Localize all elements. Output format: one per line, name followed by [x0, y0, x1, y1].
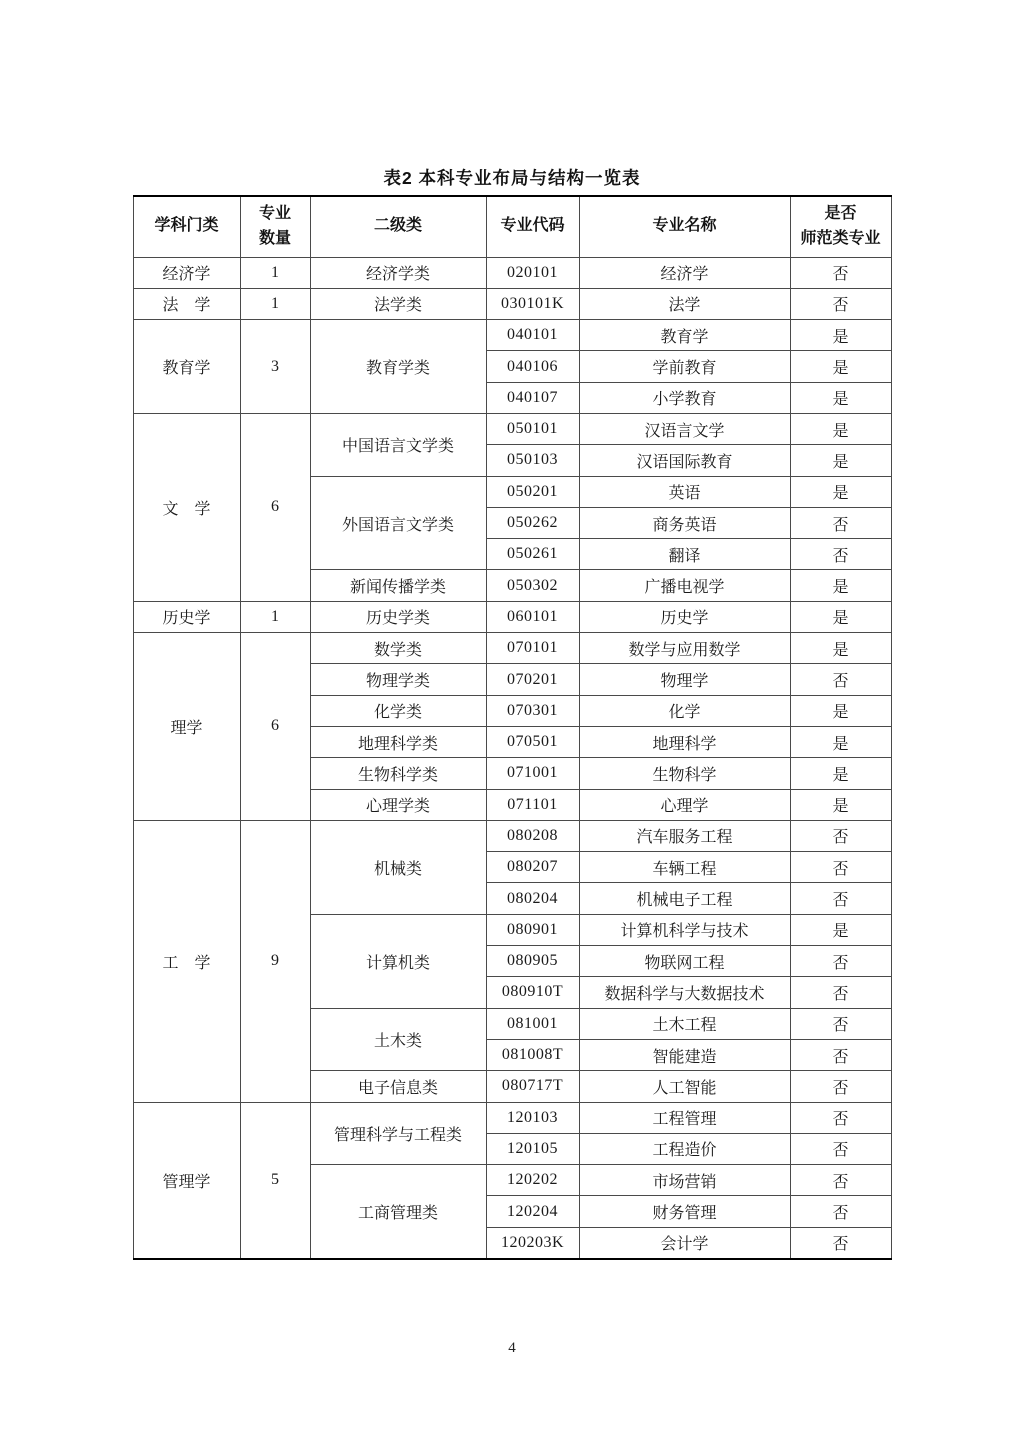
normal-flag-cell: 否 — [790, 1133, 891, 1164]
subcategory-cell: 数学类 — [310, 633, 486, 664]
header-subcategory: 二级类 — [310, 196, 486, 257]
major-count-cell: 1 — [240, 257, 310, 288]
subcategory-cell: 外国语言文学类 — [310, 476, 486, 570]
subcategory-cell: 物理学类 — [310, 664, 486, 695]
normal-flag-cell: 是 — [790, 445, 891, 476]
subcategory-cell: 中国语言文学类 — [310, 413, 486, 476]
major-code-cell: 050201 — [486, 476, 579, 507]
major-code-cell: 071101 — [486, 789, 579, 820]
major-code-cell: 080208 — [486, 820, 579, 851]
major-code-cell: 040106 — [486, 351, 579, 382]
major-count-cell: 3 — [240, 320, 310, 414]
normal-flag-cell: 是 — [790, 570, 891, 601]
major-count-cell: 5 — [240, 1102, 310, 1258]
major-name-cell: 智能建造 — [579, 1039, 790, 1070]
major-name-cell: 工程造价 — [579, 1133, 790, 1164]
major-code-cell: 120202 — [486, 1165, 579, 1196]
table-body — [133, 257, 891, 1259]
major-name-cell: 机械电子工程 — [579, 883, 790, 914]
major-code-cell: 120103 — [486, 1102, 579, 1133]
major-name-cell: 广播电视学 — [579, 570, 790, 601]
header-major-name: 专业名称 — [579, 196, 790, 257]
major-code-cell: 070201 — [486, 664, 579, 695]
major-code-cell: 080905 — [486, 946, 579, 977]
major-name-cell: 小学教育 — [579, 382, 790, 413]
major-count-cell: 6 — [240, 413, 310, 601]
major-name-cell: 汉语言文学 — [579, 413, 790, 444]
table-header — [133, 196, 891, 257]
discipline-category-cell: 理学 — [133, 633, 240, 821]
discipline-category-cell: 管理学 — [133, 1102, 240, 1258]
major-count-cell: 1 — [240, 288, 310, 319]
normal-flag-cell: 是 — [790, 413, 891, 444]
header-row — [133, 196, 891, 257]
normal-flag-cell: 是 — [790, 601, 891, 632]
normal-flag-cell: 是 — [790, 633, 891, 664]
header-major-count-line2: 数量 — [258, 229, 291, 247]
normal-flag-cell: 否 — [790, 507, 891, 538]
major-code-cell: 080204 — [486, 883, 579, 914]
table-row — [133, 601, 891, 632]
major-code-cell: 080207 — [486, 852, 579, 883]
table-title: 表2 本科专业布局与结构一览表 — [383, 168, 641, 188]
subcategory-cell: 土木类 — [310, 1008, 486, 1071]
major-code-cell: 081001 — [486, 1008, 579, 1039]
table-row — [133, 413, 891, 444]
subcategory-cell: 法学类 — [310, 288, 486, 319]
normal-flag-cell: 是 — [790, 758, 891, 789]
major-code-cell: 080717T — [486, 1071, 579, 1102]
discipline-category-cell: 经济学 — [133, 257, 240, 288]
major-name-cell: 商务英语 — [579, 507, 790, 538]
major-code-cell: 050261 — [486, 539, 579, 570]
major-count-cell: 9 — [240, 820, 310, 1102]
normal-flag-cell: 否 — [790, 1008, 891, 1039]
major-name-cell: 汽车服务工程 — [579, 820, 790, 851]
subcategory-cell: 电子信息类 — [310, 1071, 486, 1102]
major-code-cell: 120204 — [486, 1196, 579, 1227]
major-name-cell: 化学 — [579, 695, 790, 726]
table-row — [133, 288, 891, 319]
major-name-cell: 土木工程 — [579, 1008, 790, 1039]
major-name-cell: 历史学 — [579, 601, 790, 632]
subcategory-cell: 教育学类 — [310, 320, 486, 414]
major-code-cell: 040107 — [486, 382, 579, 413]
normal-flag-cell: 否 — [790, 977, 891, 1008]
major-code-cell: 120203K — [486, 1227, 579, 1258]
major-code-cell: 020101 — [486, 257, 579, 288]
header-discipline-category: 学科门类 — [133, 196, 240, 257]
major-name-cell: 数据科学与大数据技术 — [579, 977, 790, 1008]
major-name-cell: 会计学 — [579, 1227, 790, 1258]
major-name-cell: 经济学 — [579, 257, 790, 288]
major-code-cell: 070501 — [486, 726, 579, 757]
normal-flag-cell: 是 — [790, 914, 891, 945]
subcategory-cell: 机械类 — [310, 820, 486, 914]
major-name-cell: 学前教育 — [579, 351, 790, 382]
major-code-cell: 050101 — [486, 413, 579, 444]
header-normal-flag — [790, 196, 891, 257]
major-code-cell: 080901 — [486, 914, 579, 945]
normal-flag-cell: 否 — [790, 288, 891, 319]
normal-flag-cell: 否 — [790, 664, 891, 695]
page-number: 4 — [508, 1339, 516, 1356]
major-name-cell: 工程管理 — [579, 1102, 790, 1133]
major-name-cell: 法学 — [579, 288, 790, 319]
discipline-category-cell: 法 学 — [133, 288, 240, 319]
table-row — [133, 633, 891, 664]
table-row — [133, 320, 891, 351]
normal-flag-cell: 否 — [790, 883, 891, 914]
normal-flag-cell: 是 — [790, 320, 891, 351]
major-code-cell: 050302 — [486, 570, 579, 601]
normal-flag-cell: 否 — [790, 539, 891, 570]
normal-flag-cell: 是 — [790, 476, 891, 507]
subcategory-cell: 经济学类 — [310, 257, 486, 288]
major-code-cell: 050103 — [486, 445, 579, 476]
major-name-cell: 人工智能 — [579, 1071, 790, 1102]
discipline-category-cell: 教育学 — [133, 320, 240, 414]
major-name-cell: 物理学 — [579, 664, 790, 695]
major-name-cell: 英语 — [579, 476, 790, 507]
normal-flag-cell: 是 — [790, 351, 891, 382]
major-count-cell: 6 — [240, 633, 310, 821]
major-code-cell: 070101 — [486, 633, 579, 664]
normal-flag-cell: 否 — [790, 257, 891, 288]
major-name-cell: 教育学 — [579, 320, 790, 351]
subcategory-cell: 新闻传播学类 — [310, 570, 486, 601]
discipline-category-cell: 工 学 — [133, 820, 240, 1102]
major-code-cell: 071001 — [486, 758, 579, 789]
major-code-cell: 060101 — [486, 601, 579, 632]
normal-flag-cell: 否 — [790, 1039, 891, 1070]
normal-flag-cell: 是 — [790, 695, 891, 726]
major-code-cell: 120105 — [486, 1133, 579, 1164]
normal-flag-cell: 否 — [790, 1165, 891, 1196]
major-code-cell: 070301 — [486, 695, 579, 726]
table-row — [133, 1102, 891, 1133]
major-name-cell: 翻译 — [579, 539, 790, 570]
major-count-cell: 1 — [240, 601, 310, 632]
major-name-cell: 物联网工程 — [579, 946, 790, 977]
header-major-code: 专业代码 — [486, 196, 579, 257]
major-name-cell: 地理科学 — [579, 726, 790, 757]
normal-flag-cell: 否 — [790, 946, 891, 977]
major-code-cell: 030101K — [486, 288, 579, 319]
major-name-cell: 市场营销 — [579, 1165, 790, 1196]
subcategory-cell: 心理学类 — [310, 789, 486, 820]
discipline-category-cell: 历史学 — [133, 601, 240, 632]
major-name-cell: 财务管理 — [579, 1196, 790, 1227]
major-name-cell: 车辆工程 — [579, 852, 790, 883]
subcategory-cell: 历史学类 — [310, 601, 486, 632]
major-code-cell: 050262 — [486, 507, 579, 538]
normal-flag-cell: 否 — [790, 1102, 891, 1133]
discipline-category-cell: 文 学 — [133, 413, 240, 601]
subcategory-cell: 计算机类 — [310, 914, 486, 1008]
normal-flag-cell: 否 — [790, 1227, 891, 1258]
major-name-cell: 生物科学 — [579, 758, 790, 789]
major-code-cell: 040101 — [486, 320, 579, 351]
normal-flag-cell: 否 — [790, 1071, 891, 1102]
subcategory-cell: 管理科学与工程类 — [310, 1102, 486, 1165]
table-row — [133, 820, 891, 851]
subcategory-cell: 地理科学类 — [310, 726, 486, 757]
header-major-count-line1: 专业 — [258, 204, 291, 222]
normal-flag-cell: 是 — [790, 726, 891, 757]
major-name-cell: 心理学 — [579, 789, 790, 820]
major-code-cell: 081008T — [486, 1039, 579, 1070]
header-normal-flag-line1: 是否 — [824, 204, 857, 222]
major-name-cell: 数学与应用数学 — [579, 633, 790, 664]
subcategory-cell: 化学类 — [310, 695, 486, 726]
normal-flag-cell: 否 — [790, 1196, 891, 1227]
subcategory-cell: 生物科学类 — [310, 758, 486, 789]
normal-flag-cell: 否 — [790, 820, 891, 851]
major-code-cell: 080910T — [486, 977, 579, 1008]
table-row — [133, 257, 891, 288]
normal-flag-cell: 否 — [790, 852, 891, 883]
normal-flag-cell: 是 — [790, 789, 891, 820]
header-normal-flag-line2: 师范类专业 — [800, 229, 881, 247]
normal-flag-cell: 是 — [790, 382, 891, 413]
header-major-count — [240, 196, 310, 257]
major-name-cell: 汉语国际教育 — [579, 445, 790, 476]
subcategory-cell: 工商管理类 — [310, 1165, 486, 1259]
major-name-cell: 计算机科学与技术 — [579, 914, 790, 945]
majors-table — [133, 195, 892, 1260]
